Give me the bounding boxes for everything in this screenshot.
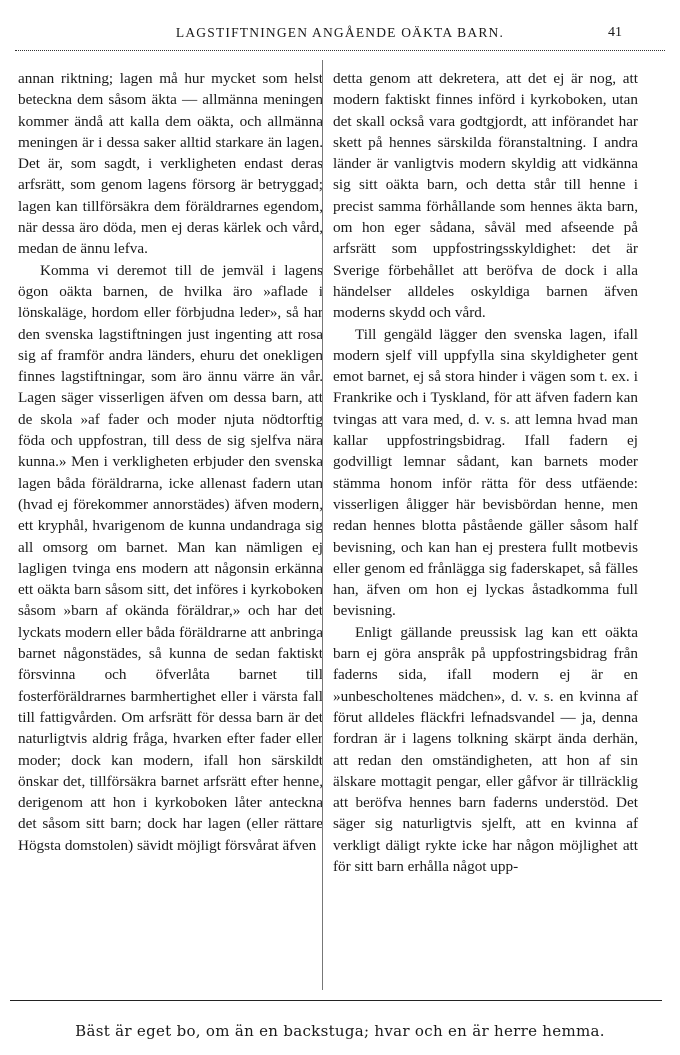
page-number: 41 (608, 25, 622, 40)
paragraph: Till gengäld lägger den svenska lagen, ifall modern sjelf vill uppfylla sina skyldigheter gent emot barnet, ej så stora hinder i vägen som t. ex. i Frankrike och i Tyskland, för att äfven fadern kan tvingas att vara med, d. v. s. att lemna hvad man kallar uppfostringsbidrag. Ifall fadern ej godvilligt lemnar sådant, kan barnets moder stämma honom inför rätta för dess utfäende: visserligen åligger här bevisbördan henne, men redan hennes blotta påstående gäller såsom half bevisning, och kan han ej prestera fullt motbevis eller genom ed frånlägga sig faderskapet, så fälles han, äfven om hon ej lyckas åstadkomma full bevisning. (333, 325, 638, 620)
paragraph: detta genom att dekretera, att det ej är nog, att modern faktiskt finnes införd i kyrkoboken, utan det skall också vara godtgjordt, att införandet har skett på hennes särskilda föranstaltning. I andra länder är vanligtvis modern skyldig att vidkänna sig sitt oäkta barn, och detta står till henne i precist samma förhållande som hennes äkta barn, om hon eger sådana, såväl med afseende på arfsrätt som uppfostringsskyldighet: det är Sverige förbehållet att beröfva de dock i alla händelser alldeles oskyldiga barnen äfven moderns skydd och vård. (333, 70, 638, 322)
running-title: LAGSTIFTNINGEN ANGÅENDE OÄKTA BARN. (175, 25, 505, 40)
paragraph: Komma vi deremot till de jemväl i lagens ögon oäkta barnen, de hvilka äro »aflade i lönskaläge, hordom eller förbjudna leder», så har den svenska lagstiftningen just ingenting att rosa sig af framför andra länders, ehuru det onekligen finnes lagstiftningar, som äro ännu värre än vår. Lagen säger visserligen äfven om dessa barn, att de skola »af fader och moder njuta nödtorftig föda och uppfostran, till dess de sig sjelfva nära kunna.» Men i verkligheten erbjuder den svenska lagen båda föräldrarna, icke allenast fadern utan (hvad ej förekommer annorstädes) äfven modern, ett kryphål, hvarigenom de kunna undandraga sig all omsorg om barnet. Man kan nämligen ej lagligen tvinga ens modern att någonsin erkänna ett oäkta barn såsom sitt, det införes i kyrkoboken såsom »barn af okända föräldrar,» och har det lyckats modern eller båda föräldrarne att anbringa barnet någonstädes, så kunna de sedan faktiskt försvinna och öfverlåta barnet till fosterföräldrarnes barmhertighet eller i värsta fall till fattigvården. Om arfsrätt för dessa barn är det naturligtvis aldrig fråga, hvarken efter fader eller moder; dock kan modern, ifall hon särskildt önskar det, tillförsäkra barnet arfsrätt efter henne, derigenom att hon i kyrkoboken låter anteckna det såsom sitt barn; dock har lagen (eller rättare Högsta domstolen) sävidt möjligt försvårat äfven (18, 261, 323, 854)
running-header (20, 25, 660, 45)
left-column (18, 68, 323, 856)
paragraph: annan riktning; lagen må hur mycket som helst beteckna dem såsom äkta — allmänna meningen kommer ändå att kalla dem oäkta, och allmänna meningen är i dessa saker alltid starkare än lagen. Det är, som sagdt, i verkligheten endast deras arfsrätt, som genom lagens försorg är betryggad; lagen kan tillförsäkra dem föräldrarnes egendom, när dessa äro döda, men ej deras kärlek och vård, medan de ännu lefva. (18, 70, 323, 258)
paragraph: Enligt gällande preussisk lag kan ett oäkta barn ej göra anspråk på uppfostringsbidrag från faderns sida, ifall modern ej är en »unbescholtenes mädchen», d. v. s. en kvinna af förut alldeles fläckfri lefnadsvandel — ja, denna fordran är i lagens tolkning skärpt ända derhän, att redan den omständigheten, att hon af sin älskare mottagit pengar, eller gåfvor är tillräcklig att beröfva hennes barn faderns understöd. Det säger sig naturligtvis sjelft, att en kvinna af verkligt däligt rykte icke har någon möjlighet att för sitt barn erhålla något upp- (333, 623, 638, 875)
footer-motto: Bäst är eget bo, om än en backstuga; hvar och en är herre hemma. (75, 1022, 605, 1040)
right-column (333, 68, 638, 877)
footer-divider (10, 1000, 662, 1001)
header-divider (15, 50, 665, 51)
column-divider (322, 60, 323, 990)
